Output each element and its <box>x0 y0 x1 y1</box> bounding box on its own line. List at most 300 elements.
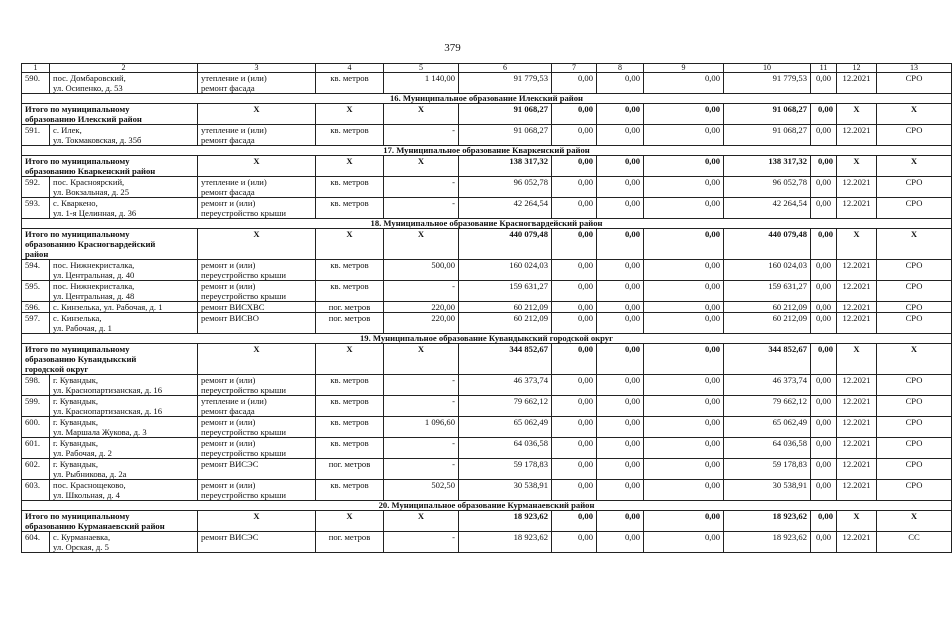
section-header-row <box>22 219 952 229</box>
table-cell: кв. метров <box>316 417 384 438</box>
table-cell: ремонт и (или) переустройство крыши <box>198 198 316 219</box>
table-cell: 440 079,48 <box>459 229 552 260</box>
table-cell: 0,00 <box>552 438 597 459</box>
table-cell: СРО <box>877 480 952 501</box>
table-cell: - <box>384 375 459 396</box>
table-cell: утепление и (или) ремонт фасада <box>198 396 316 417</box>
table-cell: кв. метров <box>316 125 384 146</box>
table-cell: кв. метров <box>316 438 384 459</box>
table-cell: 0,00 <box>597 229 644 260</box>
table-cell: 91 779,53 <box>459 73 552 94</box>
table-cell: 0,00 <box>552 73 597 94</box>
col-header: 2 <box>50 64 198 73</box>
table-cell: 0,00 <box>644 417 724 438</box>
table-cell: 0,00 <box>597 532 644 553</box>
table-cell: 12.2021 <box>837 177 877 198</box>
table-cell: 502,50 <box>384 480 459 501</box>
table-cell: 12.2021 <box>837 438 877 459</box>
table-cell: 440 079,48 <box>724 229 811 260</box>
address-cell: г. Кувандык, ул. Краснопартизанская, д. 16 <box>50 396 198 417</box>
table-row <box>22 417 952 438</box>
subtotal-row <box>22 511 952 532</box>
table-cell: 0,00 <box>644 375 724 396</box>
table-cell: 0,00 <box>597 302 644 313</box>
table-cell: 12.2021 <box>837 260 877 281</box>
table-cell: - <box>384 177 459 198</box>
table-cell: 0,00 <box>597 156 644 177</box>
table-cell: 12.2021 <box>837 417 877 438</box>
table-cell: СС <box>877 532 952 553</box>
table-cell: X <box>198 229 316 260</box>
subtotal-row <box>22 156 952 177</box>
table-cell: 0,00 <box>552 417 597 438</box>
table-cell: 59 178,83 <box>724 459 811 480</box>
table-cell: 0,00 <box>552 177 597 198</box>
table-cell: 0,00 <box>597 104 644 125</box>
row-number: 599. <box>22 396 50 417</box>
table-cell: X <box>198 156 316 177</box>
table-cell: 18 923,62 <box>459 511 552 532</box>
table-cell: 60 212,09 <box>459 313 552 334</box>
table-cell: 0,00 <box>644 177 724 198</box>
table-cell: 0,00 <box>597 480 644 501</box>
table-cell: 1 096,60 <box>384 417 459 438</box>
table-cell: 0,00 <box>811 125 837 146</box>
table-cell: ремонт и (или) переустройство крыши <box>198 417 316 438</box>
table-row <box>22 198 952 219</box>
table-cell: 46 373,74 <box>724 375 811 396</box>
table-cell: 0,00 <box>552 229 597 260</box>
table-cell: 59 178,83 <box>459 459 552 480</box>
table-cell: 0,00 <box>811 511 837 532</box>
table-cell: 12.2021 <box>837 302 877 313</box>
table-cell: 42 264,54 <box>459 198 552 219</box>
table-row <box>22 260 952 281</box>
address-cell: г. Кувандык, ул. Рыбникова, д. 2а <box>50 459 198 480</box>
table-cell: 0,00 <box>597 260 644 281</box>
table-cell: 64 036,58 <box>724 438 811 459</box>
table-cell: пог. метров <box>316 302 384 313</box>
table-cell: 91 068,27 <box>459 125 552 146</box>
table-cell: 60 212,09 <box>724 313 811 334</box>
row-number: 593. <box>22 198 50 219</box>
table-cell: 0,00 <box>644 532 724 553</box>
table-cell: X <box>384 344 459 375</box>
table-row <box>22 375 952 396</box>
table-cell: 0,00 <box>597 73 644 94</box>
table-cell: 0,00 <box>552 281 597 302</box>
table-cell: X <box>837 511 877 532</box>
table-cell: 1 140,00 <box>384 73 459 94</box>
table-cell: 0,00 <box>811 532 837 553</box>
table-cell: 30 538,91 <box>459 480 552 501</box>
subtotal-row <box>22 229 952 260</box>
table-cell: X <box>198 104 316 125</box>
table-cell: 0,00 <box>597 459 644 480</box>
table-cell: X <box>384 229 459 260</box>
table-cell: 0,00 <box>597 313 644 334</box>
table-cell: 0,00 <box>597 344 644 375</box>
table-cell: 0,00 <box>552 459 597 480</box>
section-header-row <box>22 146 952 156</box>
subtotal-label: Итого по муниципальному образованию Кваркенский район <box>22 156 198 177</box>
table-cell: X <box>877 511 952 532</box>
repair-program-table <box>21 63 952 553</box>
subtotal-label: Итого по муниципальному образованию Курманаевский район <box>22 511 198 532</box>
subtotal-row <box>22 104 952 125</box>
table-row <box>22 281 952 302</box>
table-cell: 0,00 <box>811 73 837 94</box>
table-cell: 500,00 <box>384 260 459 281</box>
table-cell: X <box>316 229 384 260</box>
column-number-row <box>22 64 952 73</box>
table-cell: - <box>384 198 459 219</box>
section-title: 20. Муниципальное образование Курманаевский район <box>22 501 952 511</box>
table-body <box>22 64 952 553</box>
table-cell: 65 062,49 <box>724 417 811 438</box>
col-header: 12 <box>837 64 877 73</box>
table-cell: 0,00 <box>552 375 597 396</box>
table-cell: 0,00 <box>811 260 837 281</box>
table-cell: 12.2021 <box>837 125 877 146</box>
table-cell: СРО <box>877 375 952 396</box>
table-cell: 159 631,27 <box>459 281 552 302</box>
table-cell: 79 662,12 <box>459 396 552 417</box>
col-header: 11 <box>811 64 837 73</box>
address-cell: г. Кувандык, ул. Рабочая, д. 2 <box>50 438 198 459</box>
table-cell: 160 024,03 <box>724 260 811 281</box>
table-cell: 0,00 <box>552 532 597 553</box>
table-cell: 91 068,27 <box>724 125 811 146</box>
table-cell: утепление и (или) ремонт фасада <box>198 177 316 198</box>
table-cell: 0,00 <box>597 198 644 219</box>
table-cell: 0,00 <box>597 396 644 417</box>
subtotal-label: Итого по муниципальному образованию Илекский район <box>22 104 198 125</box>
table-cell: 18 923,62 <box>724 511 811 532</box>
table-cell: 160 024,03 <box>459 260 552 281</box>
table-cell: 0,00 <box>552 344 597 375</box>
table-cell: ремонт и (или) переустройство крыши <box>198 281 316 302</box>
row-number: 601. <box>22 438 50 459</box>
table-cell: 46 373,74 <box>459 375 552 396</box>
table-row <box>22 125 952 146</box>
table-cell: 0,00 <box>811 313 837 334</box>
table-cell: 0,00 <box>597 375 644 396</box>
table-row <box>22 302 952 313</box>
table-cell: СРО <box>877 281 952 302</box>
table-cell: X <box>384 511 459 532</box>
table-cell: 18 923,62 <box>724 532 811 553</box>
table-cell: X <box>198 511 316 532</box>
table-row <box>22 177 952 198</box>
table-cell: 12.2021 <box>837 73 877 94</box>
table-cell: кв. метров <box>316 198 384 219</box>
table-cell: ремонт и (или) переустройство крыши <box>198 438 316 459</box>
address-cell: г. Кувандык, ул. Краснопартизанская, д. 16 <box>50 375 198 396</box>
address-cell: с. Кинзелька, ул. Рабочая, д. 1 <box>50 302 198 313</box>
address-cell: с. Курманаевка, ул. Орская, д. 5 <box>50 532 198 553</box>
table-cell: 0,00 <box>644 125 724 146</box>
subtotal-row <box>22 344 952 375</box>
table-cell: 12.2021 <box>837 396 877 417</box>
col-header: 4 <box>316 64 384 73</box>
table-cell: 0,00 <box>811 344 837 375</box>
table-cell: X <box>877 104 952 125</box>
table-cell: - <box>384 281 459 302</box>
table-cell: СРО <box>877 177 952 198</box>
table-cell: - <box>384 459 459 480</box>
section-title: 16. Муниципальное образование Илекский район <box>22 94 952 104</box>
col-header: 6 <box>459 64 552 73</box>
subtotal-label: Итого по муниципальному образованию Кувандыкский городской округ <box>22 344 198 375</box>
row-number: 594. <box>22 260 50 281</box>
table-cell: 0,00 <box>552 260 597 281</box>
col-header: 10 <box>724 64 811 73</box>
table-row <box>22 532 952 553</box>
table-cell: 0,00 <box>597 177 644 198</box>
table-cell: 12.2021 <box>837 375 877 396</box>
table-cell: 12.2021 <box>837 313 877 334</box>
table-cell: 0,00 <box>811 156 837 177</box>
table-cell: 0,00 <box>644 511 724 532</box>
table-cell: 60 212,09 <box>459 302 552 313</box>
table-cell: 0,00 <box>552 511 597 532</box>
table-cell: X <box>316 344 384 375</box>
table-cell: кв. метров <box>316 396 384 417</box>
table-cell: кв. метров <box>316 177 384 198</box>
address-cell: пос. Красноярский, ул. Вокзальная, д. 25 <box>50 177 198 198</box>
table-cell: СРО <box>877 459 952 480</box>
table-cell: 12.2021 <box>837 281 877 302</box>
table-row <box>22 313 952 334</box>
table-cell: X <box>384 156 459 177</box>
table-cell: - <box>384 396 459 417</box>
row-number: 590. <box>22 73 50 94</box>
table-cell: 220,00 <box>384 302 459 313</box>
table-cell: 0,00 <box>811 229 837 260</box>
table-row <box>22 480 952 501</box>
col-header: 13 <box>877 64 952 73</box>
address-cell: пос. Домбаровский, ул. Осипенко, д. 53 <box>50 73 198 94</box>
col-header: 3 <box>198 64 316 73</box>
table-cell: X <box>877 229 952 260</box>
row-number: 603. <box>22 480 50 501</box>
table-cell: 0,00 <box>811 302 837 313</box>
table-cell: 12.2021 <box>837 198 877 219</box>
row-number: 598. <box>22 375 50 396</box>
table-cell: 0,00 <box>644 104 724 125</box>
table-cell: пог. метров <box>316 532 384 553</box>
table-cell: X <box>316 156 384 177</box>
row-number: 597. <box>22 313 50 334</box>
table-row <box>22 396 952 417</box>
table-cell: СРО <box>877 302 952 313</box>
section-title: 17. Муниципальное образование Кваркенский район <box>22 146 952 156</box>
table-cell: 0,00 <box>597 511 644 532</box>
row-number: 596. <box>22 302 50 313</box>
table-cell: СРО <box>877 417 952 438</box>
address-cell: пос. Нижнекристалка, ул. Центральная, д. 40 <box>50 260 198 281</box>
table-cell: 0,00 <box>644 229 724 260</box>
table-cell: утепление и (или) ремонт фасада <box>198 73 316 94</box>
table-cell: СРО <box>877 125 952 146</box>
address-cell: с. Илек, ул. Токмаковская, д. 35б <box>50 125 198 146</box>
table-cell: 220,00 <box>384 313 459 334</box>
table-row <box>22 459 952 480</box>
table-cell: 0,00 <box>552 396 597 417</box>
table-cell: 0,00 <box>597 417 644 438</box>
row-number: 591. <box>22 125 50 146</box>
table-cell: 0,00 <box>644 198 724 219</box>
table-cell: кв. метров <box>316 281 384 302</box>
table-cell: 0,00 <box>644 438 724 459</box>
address-cell: с. Кинзелька, ул. Рабочая, д. 1 <box>50 313 198 334</box>
col-header: 1 <box>22 64 50 73</box>
table-cell: 60 212,09 <box>724 302 811 313</box>
table-cell: 159 631,27 <box>724 281 811 302</box>
table-cell: 344 852,67 <box>459 344 552 375</box>
table-cell: 0,00 <box>811 104 837 125</box>
table-cell: 64 036,58 <box>459 438 552 459</box>
col-header: 9 <box>644 64 724 73</box>
table-cell: X <box>837 156 877 177</box>
table-cell: утепление и (или) ремонт фасада <box>198 125 316 146</box>
table-cell: 0,00 <box>811 281 837 302</box>
table-cell: 0,00 <box>552 313 597 334</box>
table-cell: 96 052,78 <box>724 177 811 198</box>
table-cell: 0,00 <box>597 125 644 146</box>
table-cell: 12.2021 <box>837 532 877 553</box>
table-row <box>22 438 952 459</box>
table-cell: СРО <box>877 396 952 417</box>
table-cell: 0,00 <box>552 125 597 146</box>
table-cell: 0,00 <box>644 156 724 177</box>
table-cell: 344 852,67 <box>724 344 811 375</box>
table-cell: 12.2021 <box>837 459 877 480</box>
table-cell: 96 052,78 <box>459 177 552 198</box>
address-cell: пос. Нижнекристалка, ул. Центральная, д. 48 <box>50 281 198 302</box>
page-number: 379 <box>444 42 461 54</box>
table-cell: 0,00 <box>644 396 724 417</box>
col-header: 7 <box>552 64 597 73</box>
table-cell: 0,00 <box>811 375 837 396</box>
subtotal-label: Итого по муниципальному образованию Красногвардейский район <box>22 229 198 260</box>
table-cell: кв. метров <box>316 73 384 94</box>
table-cell: 0,00 <box>811 198 837 219</box>
table-cell: 0,00 <box>644 313 724 334</box>
row-number: 592. <box>22 177 50 198</box>
table-row <box>22 73 952 94</box>
table-cell: 0,00 <box>644 480 724 501</box>
table-cell: 0,00 <box>644 344 724 375</box>
table-cell: ремонт и (или) переустройство крыши <box>198 375 316 396</box>
table-cell: 18 923,62 <box>459 532 552 553</box>
table-cell: 0,00 <box>552 480 597 501</box>
table-cell: - <box>384 532 459 553</box>
col-header: 8 <box>597 64 644 73</box>
table-cell: 138 317,32 <box>724 156 811 177</box>
table-cell: X <box>837 229 877 260</box>
table-cell: ремонт ВИСХВС <box>198 302 316 313</box>
row-number: 600. <box>22 417 50 438</box>
table-cell: кв. метров <box>316 480 384 501</box>
table-cell: X <box>316 104 384 125</box>
table-cell: 0,00 <box>552 104 597 125</box>
table-cell: X <box>198 344 316 375</box>
section-header-row <box>22 334 952 344</box>
table-cell: 0,00 <box>811 480 837 501</box>
table-cell: - <box>384 125 459 146</box>
table-cell: СРО <box>877 313 952 334</box>
row-number: 604. <box>22 532 50 553</box>
table-cell: пог. метров <box>316 313 384 334</box>
table-cell: 0,00 <box>811 438 837 459</box>
table-cell: 0,00 <box>811 177 837 198</box>
table-cell: 91 779,53 <box>724 73 811 94</box>
table-cell: 42 264,54 <box>724 198 811 219</box>
table-cell: X <box>877 156 952 177</box>
table-cell: 0,00 <box>644 260 724 281</box>
section-title: 18. Муниципальное образование Красногвардейский район <box>22 219 952 229</box>
table-cell: 79 662,12 <box>724 396 811 417</box>
table-cell: X <box>316 511 384 532</box>
table-cell: - <box>384 438 459 459</box>
table-cell: СРО <box>877 438 952 459</box>
table-cell: СРО <box>877 198 952 219</box>
table-cell: 0,00 <box>811 417 837 438</box>
table-cell: ремонт и (или) переустройство крыши <box>198 480 316 501</box>
table-cell: 12.2021 <box>837 480 877 501</box>
table-cell: ремонт ВИСВО <box>198 313 316 334</box>
table-cell: X <box>384 104 459 125</box>
table-cell: 0,00 <box>597 438 644 459</box>
table-cell: СРО <box>877 260 952 281</box>
table-cell: 138 317,32 <box>459 156 552 177</box>
table-cell: 91 068,27 <box>459 104 552 125</box>
table-cell: 30 538,91 <box>724 480 811 501</box>
address-cell: пос. Краснощеково, ул. Школьная, д. 4 <box>50 480 198 501</box>
table-cell: 0,00 <box>552 198 597 219</box>
table-cell: X <box>837 104 877 125</box>
table-cell: 0,00 <box>552 156 597 177</box>
table-cell: 0,00 <box>811 396 837 417</box>
table-cell: ремонт ВИСЭС <box>198 459 316 480</box>
col-header: 5 <box>384 64 459 73</box>
table-cell: 0,00 <box>644 459 724 480</box>
section-header-row <box>22 94 952 104</box>
table-cell: кв. метров <box>316 375 384 396</box>
table-cell: ремонт и (или) переустройство крыши <box>198 260 316 281</box>
table-cell: пог. метров <box>316 459 384 480</box>
table-cell: 91 068,27 <box>724 104 811 125</box>
table-cell: 0,00 <box>811 459 837 480</box>
table-cell: 65 062,49 <box>459 417 552 438</box>
table-cell: X <box>837 344 877 375</box>
table-cell: СРО <box>877 73 952 94</box>
table-cell: 0,00 <box>644 73 724 94</box>
section-title: 19. Муниципальное образование Кувандыкский городской округ <box>22 334 952 344</box>
row-number: 595. <box>22 281 50 302</box>
section-header-row <box>22 501 952 511</box>
table-cell: 0,00 <box>552 302 597 313</box>
table-cell: 0,00 <box>644 302 724 313</box>
table-cell: X <box>877 344 952 375</box>
table-cell: ремонт ВИСЭС <box>198 532 316 553</box>
address-cell: г. Кувандык, ул. Маршала Жукова, д. 3 <box>50 417 198 438</box>
address-cell: с. Кваркено, ул. 1-я Целинная, д. 36 <box>50 198 198 219</box>
table-cell: 0,00 <box>644 281 724 302</box>
row-number: 602. <box>22 459 50 480</box>
